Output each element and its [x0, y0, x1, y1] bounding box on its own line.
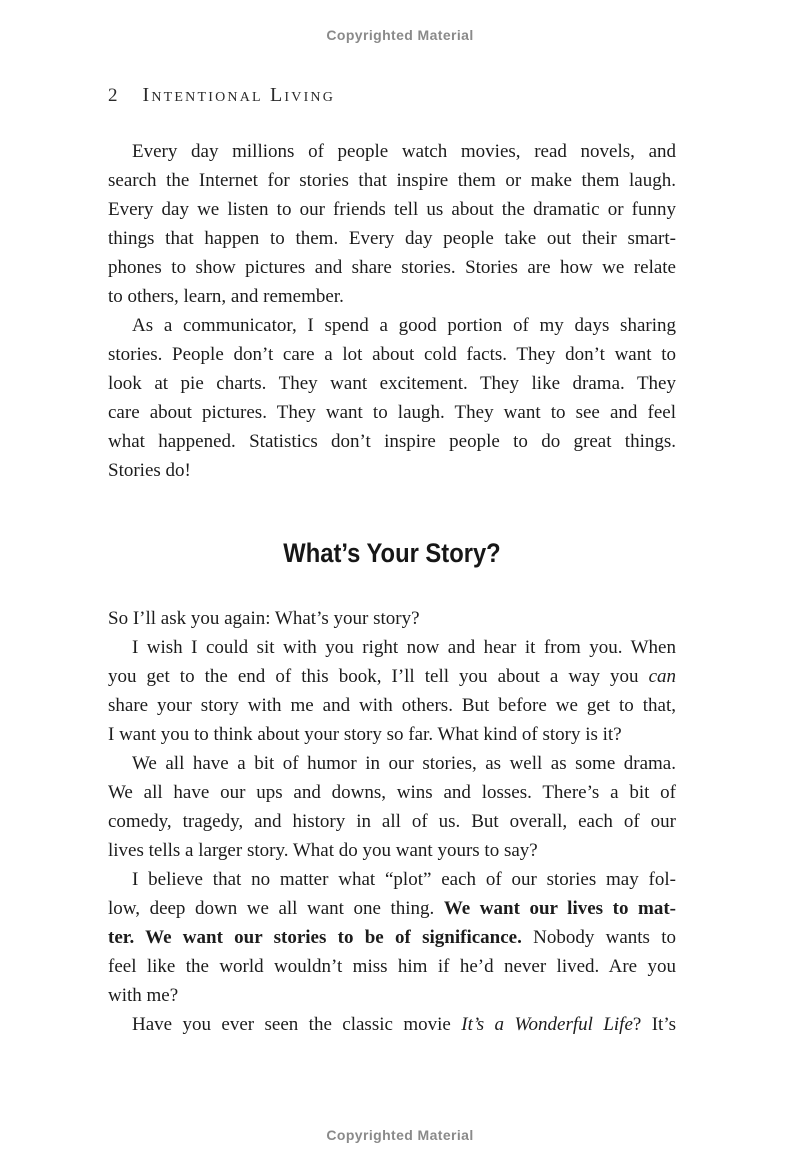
copyright-notice-bottom: Copyrighted Material [326, 1127, 474, 1143]
text-segment: Nobody wants to [521, 927, 676, 948]
running-header [108, 84, 335, 107]
text-line [108, 253, 676, 282]
text-line [108, 981, 676, 1010]
section-heading: What’s Your Story? [283, 538, 501, 568]
text-segment: what happened. Statistics don’t inspire people to do great things. [108, 431, 676, 452]
text-segment: Every day millions of people watch movies, read novels, and [132, 141, 676, 162]
text-segment: look at pie charts. They want excitement. They like drama. They [108, 373, 676, 394]
text-segment: to others, learn, and remember. [108, 286, 344, 307]
text-line [108, 691, 676, 720]
text-line [108, 195, 676, 224]
text-segment: I wish I could sit with you right now and hear it from you. When [132, 637, 676, 658]
text-line [108, 604, 676, 633]
text-segment: Have you ever seen the classic movie [132, 1014, 462, 1035]
text-line [108, 224, 676, 253]
text-line [108, 369, 676, 398]
text-segment: I believe that no matter what “plot” each of our stories may fol- [132, 869, 676, 890]
text-line [108, 340, 676, 369]
text-line [108, 311, 676, 340]
book-title: Intentional Living [142, 84, 336, 106]
text-line [108, 137, 676, 166]
text-line [108, 1010, 676, 1039]
page-number: 2 [108, 85, 118, 106]
text-line [108, 807, 676, 836]
text-line [108, 282, 676, 311]
text-segment: lives tells a larger story. What do you want yours to say? [108, 840, 538, 861]
text-segment: low, deep down we all want one thing. [108, 898, 444, 919]
text-segment: stories. People don’t care a lot about cold facts. They don’t want to [108, 344, 676, 365]
text-segment: ? It’s [632, 1014, 676, 1035]
text-segment: So I’ll ask you again: What’s your story? [108, 608, 420, 629]
text-line [108, 720, 676, 749]
text-segment: phones to show pictures and share stories. Stories are how we relate [108, 257, 676, 278]
text-segment: We want our lives to mat- [443, 898, 676, 919]
text-line [108, 662, 676, 691]
text-segment: feel like the world wouldn’t miss him if he’d never lived. Are you [108, 956, 676, 977]
text-segment: you get to the end of this book, I’ll tell you about a way you [108, 666, 649, 687]
text-segment: It’s a Wonderful Life [461, 1014, 633, 1035]
text-segment: We all have our ups and downs, wins and losses. There’s a bit of [108, 782, 676, 803]
text-line [108, 894, 676, 923]
text-segment: care about pictures. They want to laugh. They want to see and feel [108, 402, 676, 423]
page-body [108, 137, 676, 1039]
text-segment: comedy, tragedy, and history in all of us. But overall, each of our [108, 811, 676, 832]
text-segment: I want you to think about your story so far. What kind of story is it? [108, 724, 622, 745]
text-line [108, 749, 676, 778]
copyright-notice-top: Copyrighted Material [326, 27, 474, 43]
text-line [108, 427, 676, 456]
text-line [108, 952, 676, 981]
text-line [108, 166, 676, 195]
text-segment: Every day we listen to our friends tell us about the dramatic or funny [108, 199, 676, 220]
text-line [108, 398, 676, 427]
text-line [108, 778, 676, 807]
text-line [108, 633, 676, 662]
text-segment: Stories do! [108, 460, 191, 481]
body-text-part2 [108, 604, 676, 1039]
text-segment: As a communicator, I spend a good portion of my days sharing [132, 315, 676, 336]
text-segment: with me? [108, 985, 179, 1006]
body-text-part1 [108, 137, 676, 485]
text-line [108, 865, 676, 894]
text-segment: ter. We want our stories to be of significance. [108, 927, 522, 948]
text-line [108, 456, 676, 485]
text-line [108, 923, 676, 952]
text-segment: share your story with me and with others. But before we get to that, [108, 695, 676, 716]
text-segment: We all have a bit of humor in our stories, as well as some drama. [132, 753, 676, 774]
text-segment: things that happen to them. Every day people take out their smart- [108, 228, 676, 249]
text-line [108, 836, 676, 865]
text-segment: can [648, 666, 676, 687]
text-segment: search the Internet for stories that inspire them or make them laugh. [108, 170, 676, 191]
